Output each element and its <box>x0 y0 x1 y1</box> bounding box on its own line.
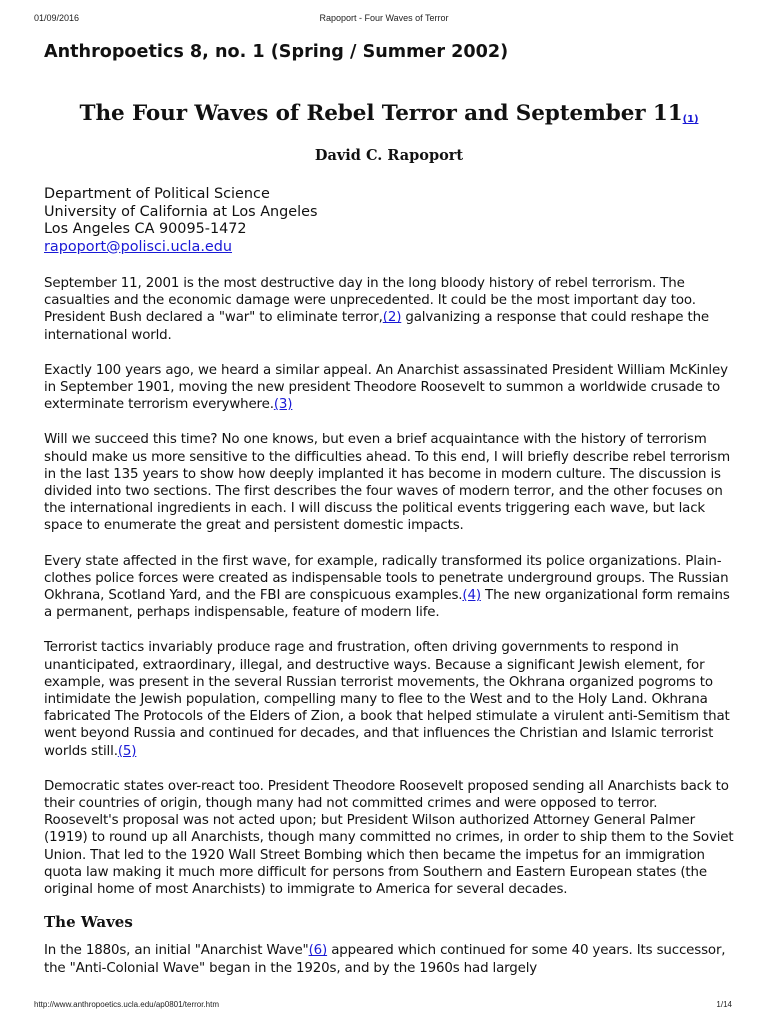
page-url: http://www.anthropoetics.ucla.edu/ap0801/terror.htm <box>34 1000 219 1009</box>
paragraph-text: galvanizing a response that could reshape the international world. <box>44 310 709 343</box>
paragraph-3: Will we succeed this time? No one knows, but even a brief acquaintance with the history of terrorism should make us more sensitive to the difficulties ahead. To this end, I will briefly describe rebel terrorism in the last 135 years to show how deeply implanted it has become in modern culture. The discussion is divided into two sections. The first describes the four waves of modern terror, and the other focuses on the international ingredients in each. I will discuss the political events triggering each wave, but lack space to enumerate the great and persistent domestic impacts. <box>44 432 731 534</box>
paragraph-2 <box>44 362 734 414</box>
journal-citation: Anthropoetics 8, no. 1 (Spring / Summer 2002) <box>44 42 509 62</box>
paragraph-text: September 11, 2001 is the most destructive day in the long bloody history of rebel terrorism. The casualties and the economic damage were unprecedented. It could be the most important day too. President Bush declared a "war" to eliminate terror, <box>44 276 696 326</box>
footnote-link-1[interactable]: (1) <box>682 114 699 125</box>
page-number: 1/14 <box>716 1000 732 1009</box>
article-title <box>44 102 734 132</box>
address-city: Los Angeles CA 90095-1472 <box>44 221 247 237</box>
article-title-text: The Four Waves of Rebel Terror and September 11 <box>79 101 683 126</box>
print-date: 01/09/2016 <box>34 13 80 23</box>
paragraph-4 <box>44 553 734 622</box>
address-department: Department of Political Science <box>44 186 270 202</box>
footnote-link-4[interactable]: (4) <box>462 588 481 604</box>
paragraph-text: appeared which continued for some 40 years. Its successor, the "Anti-Colonial Wave" began in the 1920s, and by the 1960s had largely <box>44 943 726 976</box>
paragraph-text: The new organizational form remains a permanent, perhaps indispensable, feature of modern life. <box>44 588 730 621</box>
print-title: Rapoport - Four Waves of Terror <box>319 13 449 23</box>
address-university: University of California at Los Angeles <box>44 203 318 220</box>
paragraph-1 <box>44 275 734 344</box>
paragraph-6: Democratic states over-react too. President Theodore Roosevelt proposed sending all Anarchists back to their countries of origin, though many had not committed crimes and were opposed to terror. Roosevelt's proposal was not acted upon; but President Wilson authorized Attorney General Palmer (1919) to round up all Anarchists, though many committed no crimes, in order to ship them to the Soviet Union. That led to the 1920 Wall Street Bombing which then became the impetus for an immigration quota law making it much more difficult for persons from Southern and Eastern European states (the original home of most Anarchists) to immigrate to America for several decades. <box>44 778 734 898</box>
article <box>44 40 734 977</box>
author-address <box>44 186 734 256</box>
paragraph-7 <box>44 942 734 976</box>
author-name: David C. Rapoport <box>314 147 464 164</box>
author-email-link[interactable]: rapoport@polisci.ucla.edu <box>44 238 233 255</box>
footnote-link-5[interactable]: (5) <box>117 743 137 759</box>
footnote-link-3[interactable]: (3) <box>273 397 293 413</box>
footnote-link-2[interactable]: (2) <box>382 310 402 326</box>
paragraph-text: In the 1880s, an initial "Anarchist Wave" <box>44 943 309 959</box>
paragraph-text: Terrorist tactics invariably produce rage and frustration, often driving governments to respond in unanticipated, extraordinary, illegal, and destructive ways. Because a significant Jewish element, for example, was present in the several Russian terrorist movements, the Okhrana organized pogroms to intimidate the Jewish population, compelling many to flee to the West and to the Holy Land. Okhrana fabricated The Protocols of the Elders of Zion, a book that helped stimulate a virulent anti-Semitism that went beyond Russia and continued for decades, and that influences the Christian and Islamic terrorist worlds still. <box>44 640 730 759</box>
paragraph-5 <box>44 639 734 759</box>
paragraph-text: Exactly 100 years ago, we heard a similar appeal. An Anarchist assassinated President William McKinley in September 1901, moving the new president Theodore Roosevelt to summon a worldwide crusade to exterminate terrorism everywhere. <box>44 362 728 413</box>
paragraph-text: Every state affected in the first wave, for example, radically transformed its police organizations. Plain-clothes police forces were created as indispensable tools to penetrate underground groups. The Russian Okhrana, Scotland Yard, and the FBI are conspicuous examples. <box>44 553 729 604</box>
section-heading-waves: The Waves <box>44 913 133 932</box>
footnote-link-6[interactable]: (6) <box>308 943 328 959</box>
